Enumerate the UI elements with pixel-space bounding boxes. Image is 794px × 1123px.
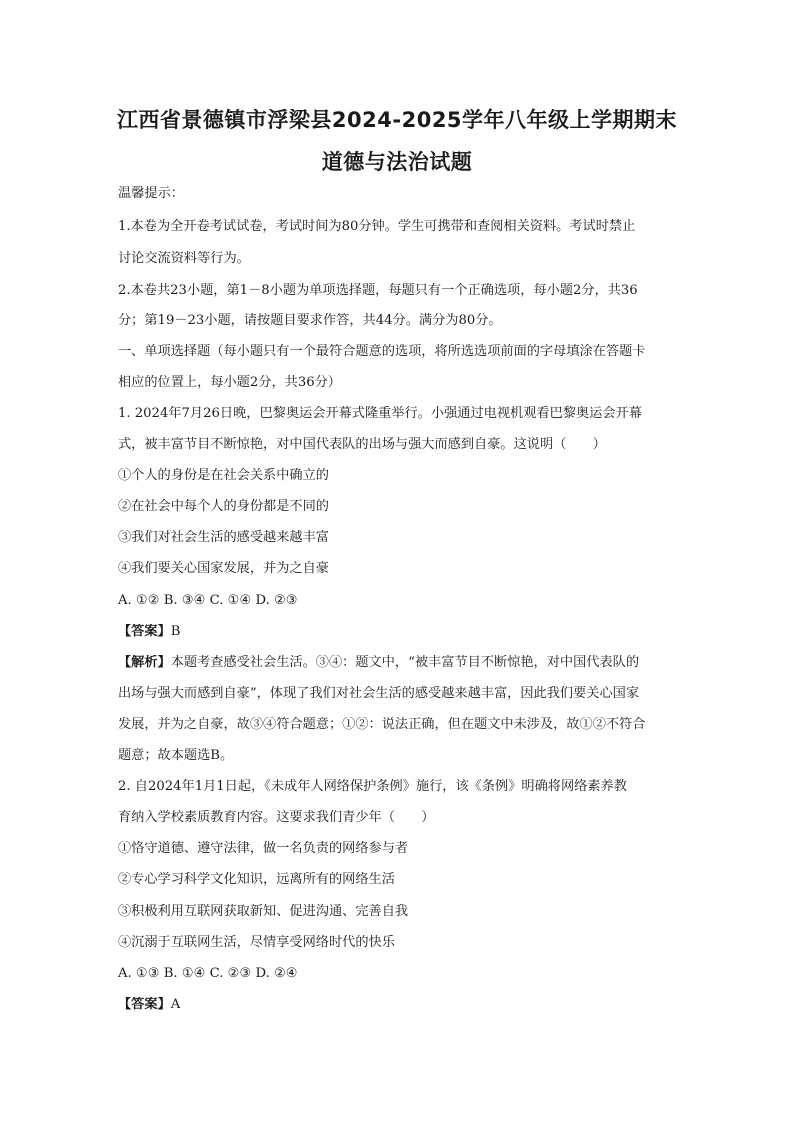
question-2-answer [118, 997, 678, 1013]
question-1-stem-line1 [118, 406, 678, 422]
line-text: 1.本卷为全开卷考试试卷，考试时间为80分钟。学生可携带和查阅相关资料。考试时禁止 [118, 219, 636, 234]
line-text: ②专心学习科学文化知识，远离所有的网络生活 [118, 872, 395, 887]
question-1-statement-3 [118, 530, 678, 546]
question-2-statement-1 [118, 841, 678, 857]
line-text: 相应的位置上，每小题2分，共36分） [118, 375, 341, 390]
line-text: B [170, 624, 181, 639]
line-text: 题意；故本题选B。 [118, 748, 234, 763]
document-title-line1: 江西省景德镇市浮梁县2024-2025学年八年级上学期期末 [116, 108, 678, 132]
line-text: 本题考查感受社会生活。③④：题文中，“被丰富节目不断惊艳，对中国代表队的 [170, 655, 640, 670]
line-text: 发展，并为之自豪，故③④符合题意；①②：说法正确，但在题文中未涉及，故①②不符合 [118, 717, 646, 732]
question-1-analysis-line4 [118, 748, 678, 764]
line-text: A. ①② B. ③④ C. ①④ D. ②③ [118, 593, 298, 608]
line-label: 【解析】 [118, 655, 171, 670]
question-1-answer [118, 624, 678, 640]
line-text: 1. 2024年7月26日晚，巴黎奥运会开幕式隆重举行。小强通过电视机观看巴黎奥运会开幕 [118, 406, 642, 421]
line-text: ①个人的身份是在社会关系中确立的 [118, 468, 329, 483]
line-text: 2. 自2024年1月1日起，《未成年人网络保护条例》施行，该《条例》明确将网络素养教 [118, 779, 627, 794]
question-2-stem-line1 [118, 779, 678, 795]
line-text: 出场与强大而感到自豪”，体现了我们对社会生活的感受越来越丰富，因此我们要关心国家 [118, 686, 640, 701]
section-heading-line2 [118, 375, 678, 391]
line-text: 2.本卷共23小题，第1－8小题为单项选择题，每题只有一个正确选项，每小题2分，共36 [118, 283, 638, 298]
question-1-analysis-line2 [118, 686, 678, 702]
tip-heading [118, 186, 678, 202]
question-2-statement-4 [118, 935, 678, 951]
line-text: ④沉溺于互联网生活，尽情享受网络时代的快乐 [118, 935, 395, 950]
question-1-options [118, 593, 678, 609]
question-2-statement-2 [118, 872, 678, 888]
tip-1-line2 [118, 251, 678, 267]
line-text: 育纳入学校素质教育内容。这要求我们青少年（ ） [118, 810, 435, 825]
line-text: 讨论交流资料等行为。 [118, 251, 250, 266]
question-1-statement-2 [118, 499, 678, 515]
line-text: 分；第19－23小题，请按题目要求作答，共44分。满分为80分。 [118, 313, 502, 328]
line-text: A [170, 997, 181, 1012]
line-text: A. ①③ B. ①④ C. ②③ D. ②④ [118, 966, 298, 981]
tip-1-line1 [118, 219, 678, 235]
question-2-stem-line2 [118, 810, 678, 826]
question-1-statement-4 [118, 561, 678, 577]
line-text: 一、单项选择题（每小题只有一个最符合题意的选项，将所选选项前面的字母填涂在答题卡 [118, 344, 646, 359]
line-text: ③我们对社会生活的感受越来越丰富 [118, 530, 329, 545]
question-1-stem-line2 [118, 437, 678, 453]
tip-2-line2 [118, 313, 678, 329]
line-text: 式，被丰富节目不断惊艳，对中国代表队的出场与强大而感到自豪。这说明（ ） [118, 437, 606, 452]
line-text: 温馨提示： [118, 186, 184, 201]
line-label: 【答案】 [118, 624, 171, 639]
question-1-analysis-line3 [118, 717, 678, 733]
document-title-line2: 道德与法治试题 [321, 150, 473, 174]
question-2-statement-3 [118, 904, 678, 920]
question-1-analysis-line1 [118, 655, 678, 671]
line-text: ②在社会中每个人的身份都是不同的 [118, 499, 329, 514]
line-text: ③积极利用互联网获取新知、促进沟通、完善自我 [118, 904, 409, 919]
line-text: ①恪守道德、遵守法律，做一名负责的网络参与者 [118, 841, 409, 856]
section-heading-line1 [118, 344, 678, 360]
line-text: ④我们要关心国家发展，并为之自豪 [118, 561, 329, 576]
question-2-options [118, 966, 678, 982]
question-1-statement-1 [118, 468, 678, 484]
tip-2-line1 [118, 283, 678, 299]
line-label: 【答案】 [118, 997, 171, 1012]
